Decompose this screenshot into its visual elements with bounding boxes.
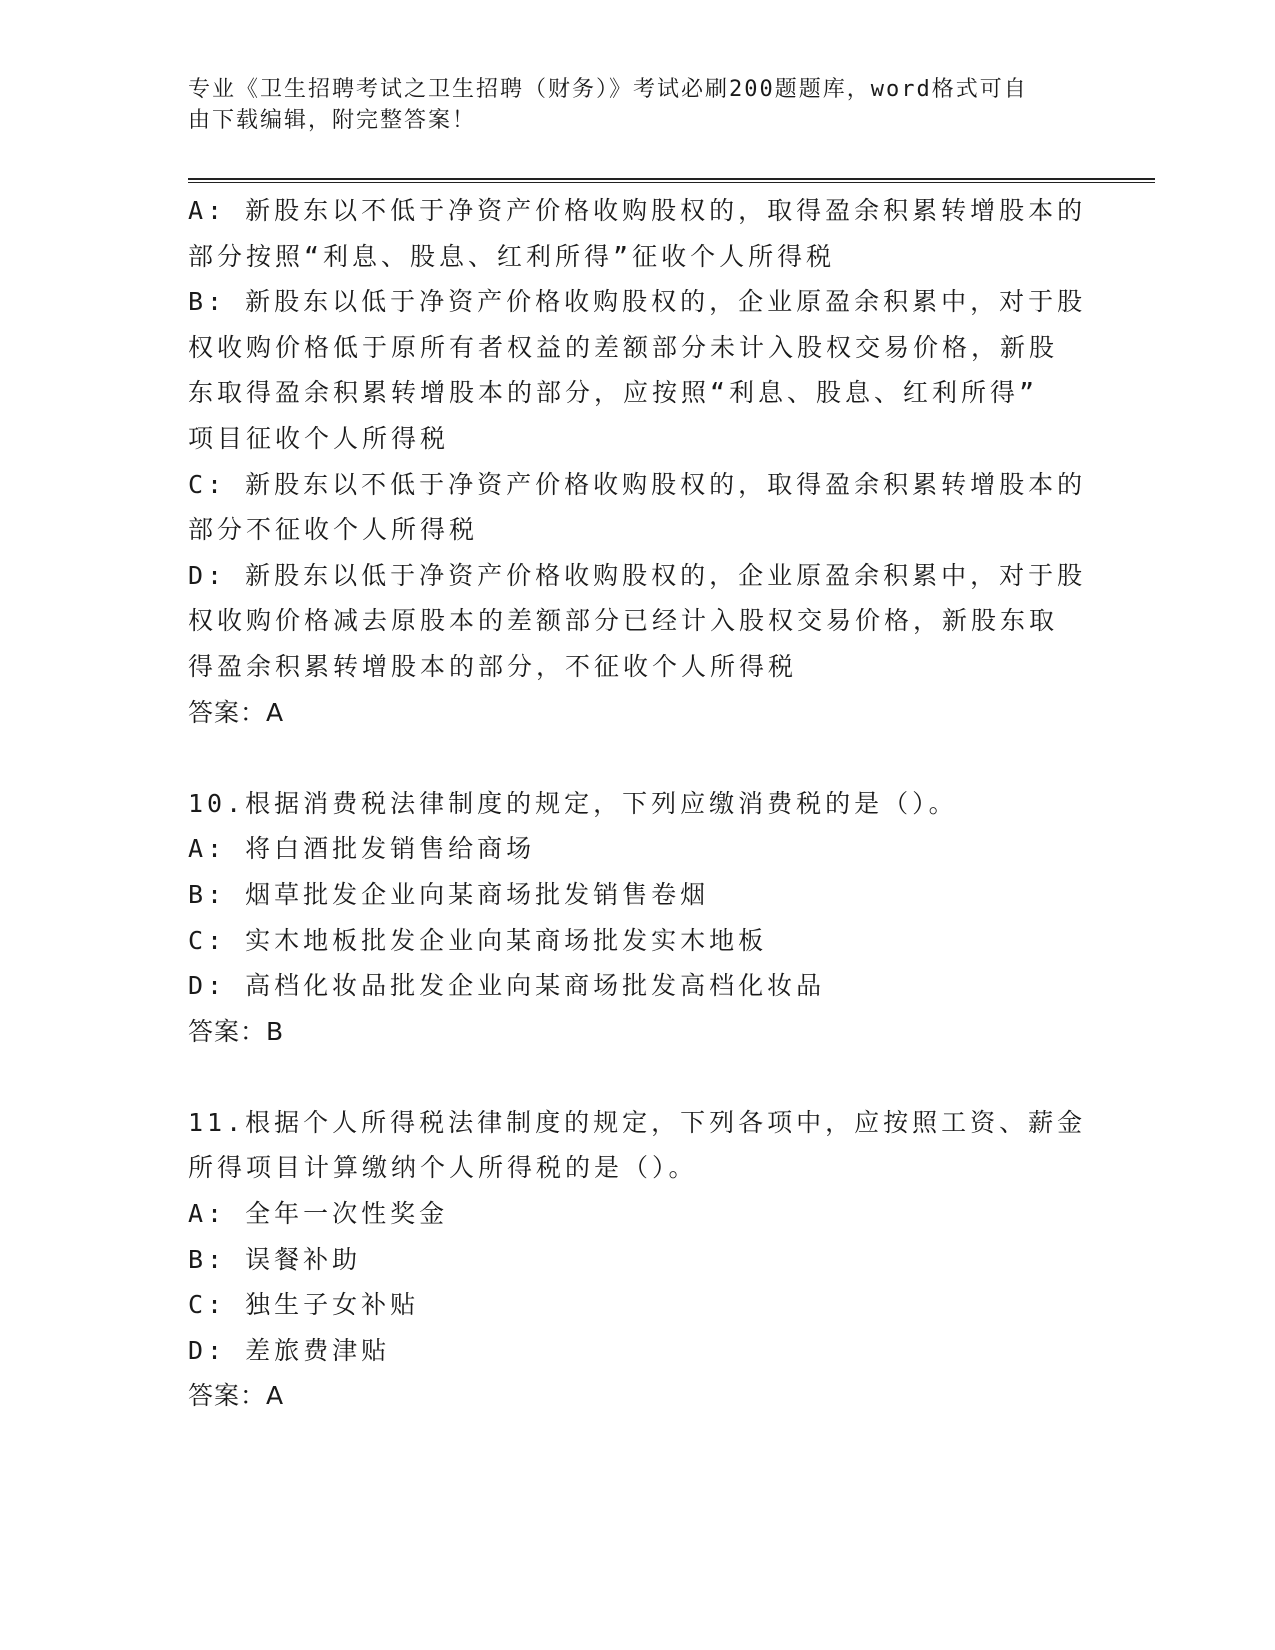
question-10	[188, 781, 1088, 1055]
q10-option-d: D: 高档化妆品批发企业向某商场批发高档化妆品	[188, 971, 826, 1001]
q9-option-d-line-1: D: 新股东以低于净资产价格收购股权的，企业原盈余积累中，对于股	[188, 560, 1087, 590]
page-header	[188, 74, 1068, 136]
q9-option-b-line-1: B: 新股东以低于净资产价格收购股权的，企业原盈余积累中，对于股	[188, 287, 1087, 317]
document-body	[188, 188, 1088, 1419]
q11-option-d: D: 差旅费津贴	[188, 1335, 391, 1365]
q10-option-c: C: 实木地板批发企业向某商场批发实木地板	[188, 925, 768, 955]
q11-option-c: C: 独生子女补贴	[188, 1290, 420, 1320]
q9-option-c-line-1: C: 新股东以不低于净资产价格收购股权的，取得盈余积累转增股本的	[188, 469, 1087, 499]
question-9-options	[188, 188, 1088, 735]
q10-option-b: B: 烟草批发企业向某商场批发销售卷烟	[188, 879, 710, 909]
header-divider	[188, 178, 1155, 180]
q9-option-b-line-2: 权收购价格低于原所有者权益的差额部分未计入股权交易价格，新股	[188, 332, 1059, 362]
q11-stem-line-1: 11.根据个人所得税法律制度的规定，下列各项中，应按照工资、薪金	[188, 1107, 1087, 1137]
q10-option-a: A: 将白酒批发销售给商场	[188, 834, 536, 864]
q9-option-d-line-2: 权收购价格减去原股本的差额部分已经计入股权交易价格，新股东取	[188, 606, 1059, 636]
q9-option-b-line-4: 项目征收个人所得税	[188, 423, 450, 453]
q11-option-a: A: 全年一次性奖金	[188, 1199, 449, 1229]
q9-option-d-line-3: 得盈余积累转增股本的部分，不征收个人所得税	[188, 651, 798, 681]
q10-answer: 答案：B	[188, 1016, 285, 1046]
header-title-line-2: 由下载编辑，附完整答案！	[188, 108, 477, 133]
q11-option-b: B: 误餐补助	[188, 1244, 362, 1274]
q9-option-a-line-1: A: 新股东以不低于净资产价格收购股权的，取得盈余积累转增股本的	[188, 196, 1087, 225]
q11-stem-line-2: 所得项目计算缴纳个人所得税的是（）。	[188, 1153, 698, 1183]
question-spacer	[188, 1054, 1088, 1100]
q10-stem: 10.根据消费税法律制度的规定，下列应缴消费税的是（）。	[188, 788, 958, 818]
q9-option-a-line-2: 部分按照“利息、股息、红利所得”征收个人所得税	[188, 241, 836, 271]
q9-answer: 答案：A	[188, 697, 285, 727]
question-11	[188, 1100, 1088, 1419]
q9-option-c-line-2: 部分不征收个人所得税	[188, 515, 479, 545]
q11-answer: 答案：A	[188, 1381, 285, 1411]
q9-option-b-line-3: 东取得盈余积累转增股本的部分，应按照“利息、股息、红利所得”	[188, 378, 1039, 408]
header-divider-thin	[188, 182, 1155, 183]
question-spacer	[188, 735, 1088, 781]
header-title-line-1: 专业《卫生招聘考试之卫生招聘（财务）》考试必刷200题题库，word格式可自	[188, 77, 1028, 102]
